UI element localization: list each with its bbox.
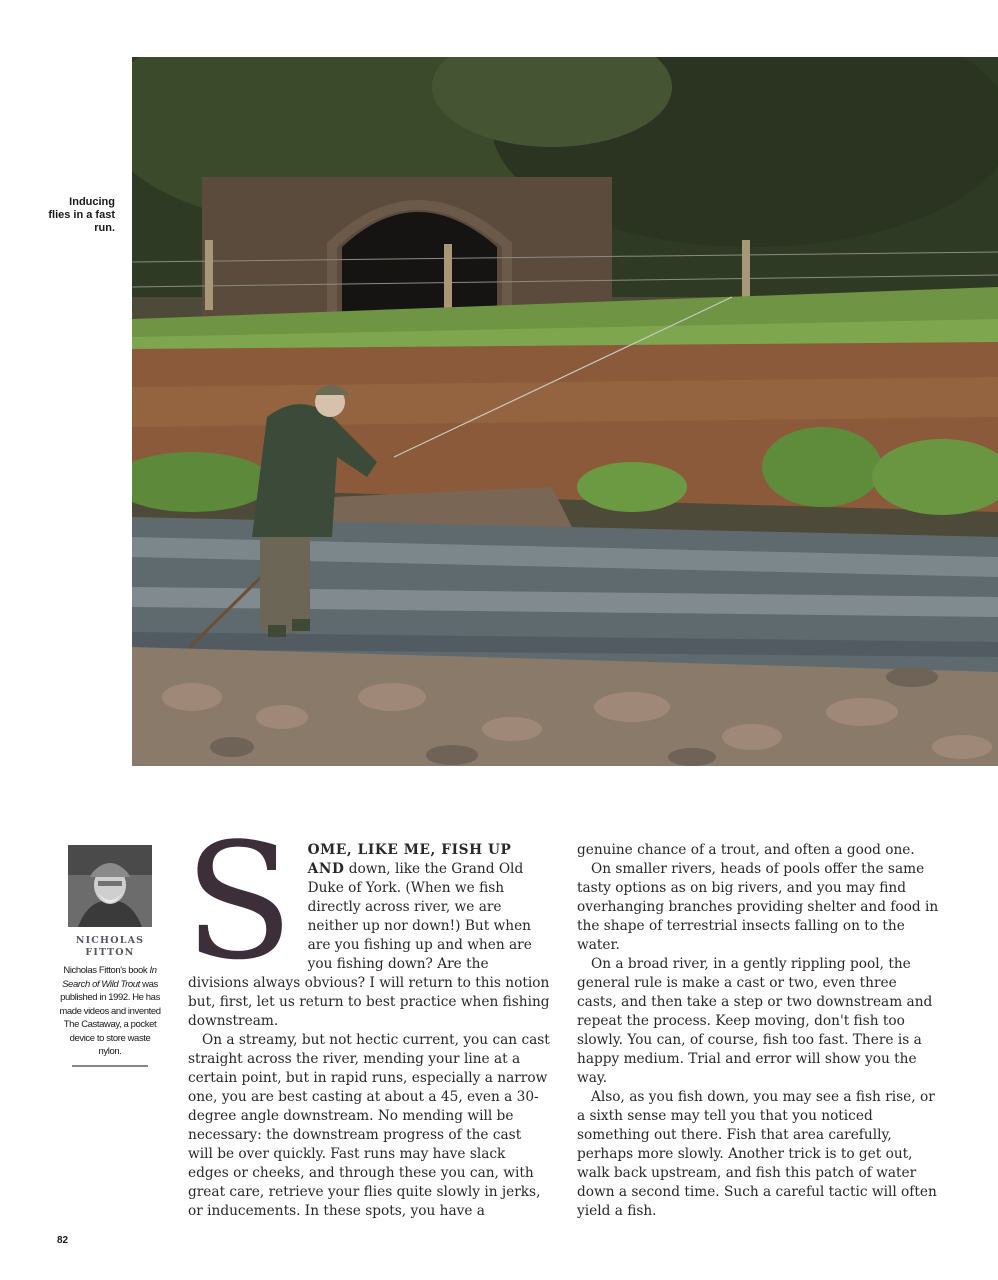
article-paragraph [184,808,550,1031]
article-paragraph: Also, as you fish down, you may see a fish rise, or a sixth sense may tell you that you noticed something out there. Fish that area carefully, perhaps more slowly. Another trick is to get out, walk back upstream, and fish this patch of water down a second time. Such a careful tactic will often yield a fish. [577,1089,937,1219]
drop-cap: S [184,808,294,995]
article-column-left [184,808,550,1221]
article-paragraph: On smaller rivers, heads of pools offer the same tasty options as on big rivers, and you may find overhanging branches providing shelter and food in the shape of terrestrial insects falling on to the water. [577,861,939,953]
paragraph-text: down, like the Grand Old Duke of York. (When we fish directly across river, we are neither up nor down!) But when are you fishing up and when are you fishing down? Are the divisions always obvious? I will return to this notion but, first, let us return to best practice when fishing downstream. [188,861,550,1029]
author-portrait [68,845,152,927]
page-number: 82 [57,1235,69,1246]
author-sidebar [58,845,162,1067]
article-paragraph: genuine chance of a trout, and often a good one. [577,842,915,858]
angler-river-illustration [132,57,998,766]
article-paragraph: On a streamy, but not hectic current, you can cast straight across the river, mending your line at a certain point, but in rapid runs, especially a narrow one, you are best casting at about a 45, even a 30-degree angle downstream. No mending will be necessary: the downstream progress of the cast will be over quickly. Fast runs may have slack edges or cheeks, and through these you can, with great care, retrieve your flies quite slowly in jerks, or inducements. In these spots, you have a [188,1032,550,1219]
author-bio-text-1: Nicholas Fitton's book [63,965,150,976]
book-title: In Search of Wild Trout [62,965,157,990]
article-column-right [577,841,939,1221]
article-paragraph: On a broad river, in a gently rippling pool, the general rule is make a cast or two, even three casts, and then take a step or two downstream and repeat the process. Keep moving, don't fish too slowly. You can, of course, fish too fast. There is a happy medium. Trial and error will show you the way. [577,956,933,1086]
photo-caption: Inducing flies in a fast run. [48,196,115,234]
author-divider [72,1065,148,1067]
lead-in: OME, LIKE ME, FISH UP AND [307,842,512,877]
author-portrait-illustration [68,845,152,927]
author-name: NICHOLAS FITTON [75,935,145,958]
angler-photo [132,57,998,766]
author-bio [58,964,162,1059]
author-bio-text-2: was published in 1992. He has made videos and invented The Castaway, a pocket device to store waste nylon. [59,978,161,1057]
